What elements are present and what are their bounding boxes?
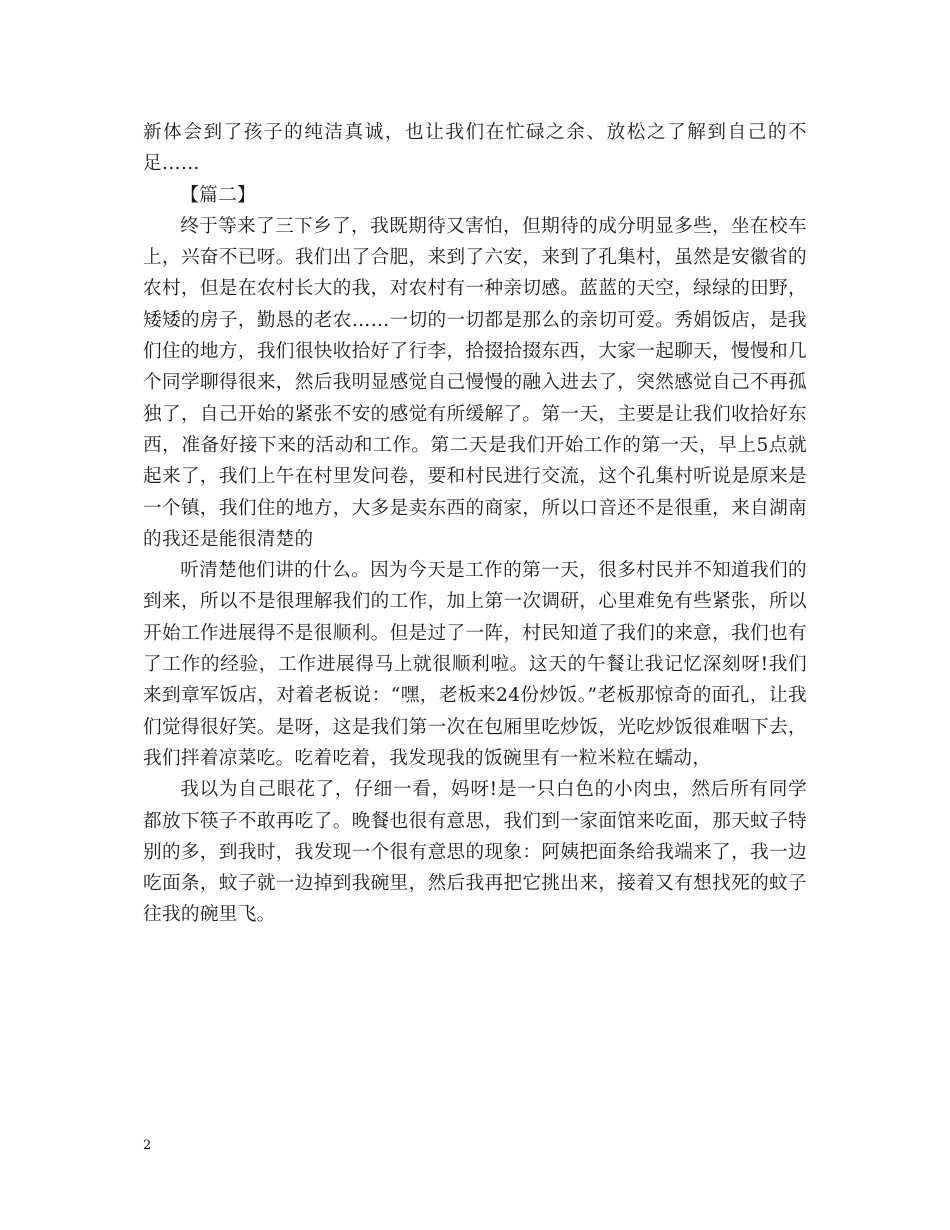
paragraph-3: 听清楚他们讲的什么。因为今天是工作的第一天，很多村民并不知道我们的到来，所以不是很理解我们的工作，加上第一次调研，心里难免有些紧张，所以开始工作进展得不是很顺利。但是过了一阵，村民知道了我们的来意，我们也有了工作的经验，工作进展得马上就很顺利啦。这天的午餐让我记忆深刻呀!我们来到章军饭店，对着老板说：“嘿，老板来24份炒饭。”老板那惊奇的面孔，让我们觉得很好笑。是呀，这是我们第一次在包厢里吃炒饭，光吃炒饭很难咽下去，我们拌着凉菜吃。吃着吃着，我发现我的饭碗里有一粒米粒在蠕动， — [143, 560, 807, 769]
page-number: 2 — [143, 1138, 152, 1153]
paragraph-2: 终于等来了三下乡了，我既期待又害怕，但期待的成分明显多些，坐在校车上，兴奋不已呀。我们出了合肥，来到了六安，来到了孔集村，虽然是安徽省的农村，但是在农村长大的我，对农村有一种亲切感。蓝蓝的天空，绿绿的田野，矮矮的房子，勤恳的老农……一切的一切都是那么的亲切可爱。秀娟饭店，是我们住的地方，我们很快收拾好了行李，拾掇拾掇东西，大家一起聊天，慢慢和几个同学聊得很来，然后我明显感觉自己慢慢的融入进去了，突然感觉自己不再孤独了，自己开始的紧张不安的感觉有所缓解了。第一天，主要是让我们收拾好东西，准备好接下来的活动和工作。第二天是我们开始工作的第一天，早上5点就起来了，我们上午在村里发问卷，要和村民进行交流，这个孔集村听说是原来是一个镇，我们住的地方，大多是卖东西的商家，所以口音还不是很重，来自湖南的我还是能很清楚的 — [143, 215, 807, 550]
paragraph-4: 我以为自己眼花了，仔细一看，妈呀!是一只白色的小肉虫，然后所有同学都放下筷子不敢再吃了。晚餐也很有意思，我们到一家面馆来吃面，那天蚊子特别的多，到我时，我发现一个很有意思的现象：阿姨把面条给我端来了，我一边吃面条，蚊子就一边掉到我碗里，然后我再把它挑出来，接着又有想找死的蚊子往我的碗里飞。 — [143, 779, 807, 926]
document-body — [143, 117, 807, 931]
paragraph-1: 新体会到了孩子的纯洁真诚，也让我们在忙碌之余、放松之了解到自己的不足…… — [143, 122, 807, 175]
section-heading: 【篇二】 — [180, 184, 256, 206]
